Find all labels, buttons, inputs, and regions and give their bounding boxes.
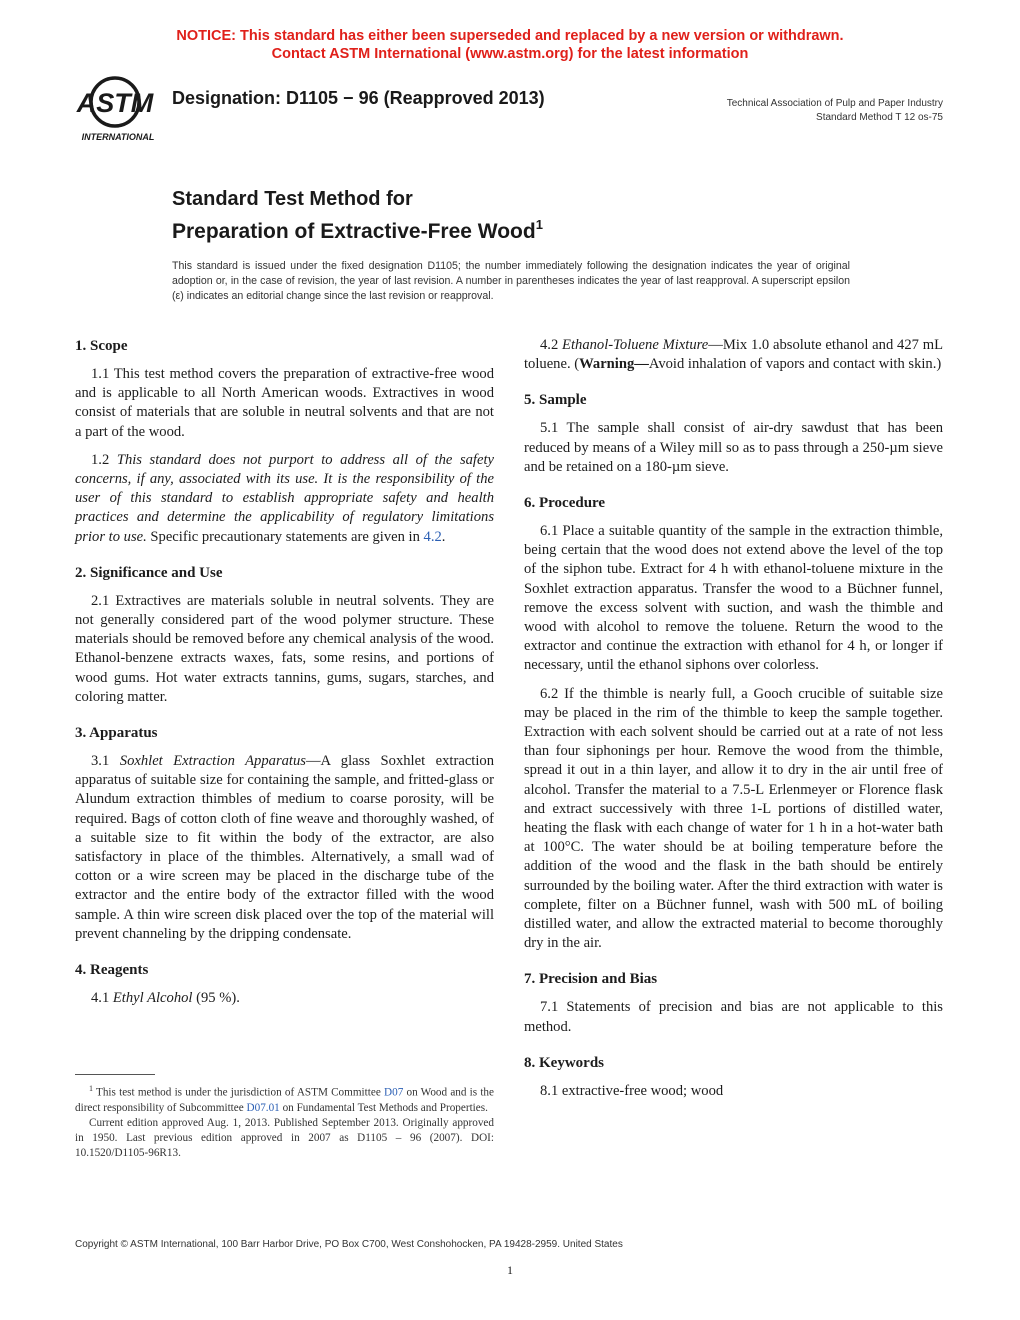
para-term: Soxhlet Extraction Apparatus: [119, 753, 306, 770]
para-term: Ethanol-Toluene Mixture: [562, 337, 709, 353]
paragraph-2-1: 2.1 Extractives are materials soluble in neutral solvents. They are not generally considered part of the wood polymer structure. These materials should be removed before any chemical analysis of the wood. Ethanol-benzene extracts waxes, fats, some resins, and portions of wood gums. Hot water extracts tannins, gums, sugars, starches, and coloring matter.: [75, 592, 494, 705]
withdrawal-notice: [0, 27, 1020, 63]
astm-logo: [70, 76, 160, 144]
section-heading: 1. Scope: [75, 338, 128, 354]
paragraph-4-1: [75, 989, 494, 1008]
link-subcommittee-d07-01[interactable]: D07.01: [246, 1101, 280, 1114]
section-apparatus: [75, 723, 494, 944]
section-procedure: [524, 493, 943, 953]
title-main: Preparation of Extractive-Free Wood: [172, 220, 536, 243]
footnote-paragraph-2: Current edition approved Aug. 1, 2013. Published September 2013. Originally approved in 1950. Last previous edition approved in 2007 as D1105 – 96 (2007). DOI: 10.1520/D1105-96R13.: [75, 1116, 494, 1159]
paragraph-6-2: 6.2 If the thimble is nearly full, a Gooch crucible of suitable size may be placed in the rim of the thimble to keep the sample together. Extraction with each solvent should be carried out at a rate of not less than four siphonings per hour. Remove the wood from the thimble, spread it out in a thin layer, and allow it to dry in the air until free of alcohol. Transfer the material to a 7.5-L Erlenmeyer or Florence flask and extract successively with three 1-L portions of distilled water, heating the flask with each change of water for 1 h in a hot-water bath at 100°C. The water should be at boiling temperature before the addition of the wood and the flask in the bath should be entirely surrounded by the boiling water. After the third extraction with water is complete, filter on a Büchner funnel, wash with 500 mL of boiling distilled water, and allow the extracted material to become thoroughly dry in the air.: [524, 685, 943, 952]
warning-label: Warning—: [579, 356, 649, 373]
para-number: 3.1: [91, 753, 120, 770]
title-line-1: Standard Test Method for: [172, 188, 413, 210]
tappi-line-2: Standard Method T 12 os-75: [816, 111, 943, 123]
link-section-4-2[interactable]: 4.2: [423, 528, 442, 545]
issuance-statement: This standard is issued under the fixed designation D1105; the number immediately following the designation indicates the year of original adoption or, in the case of revision, the year of last revision. A number in parentheses indicates the year of last reapproval. A superscript epsilon (ε) indicates an editorial change since the last revision or reapproval.: [172, 260, 850, 302]
link-committee-d07[interactable]: D07: [384, 1086, 404, 1099]
section-sample: [524, 390, 943, 477]
footnote-text: on Fundamental Test Methods and Properties.: [279, 1101, 488, 1114]
paragraph-6-1: 6.1 Place a suitable quantity of the sample in the extraction thimble, being certain that the wood does not extend above the level of the top of the siphon tube. Extract for 4 h with ethanol-toluene mixture in the Soxhlet extraction apparatus. Transfer the wood to a Büchner funnel, remove the excess solvent with suction, and wash the thimble and wood with alcohol to remove the toluene. Return the wood to the extractor and continue the extraction with ethanol for 4 h, or longer if necessary, until the ethanol siphons over colorless.: [524, 523, 943, 674]
para-text: —Mix 1.0 absolute ethanol and 427 mL toluene. (: [524, 337, 943, 373]
section-heading: 5. Sample: [524, 392, 587, 409]
paragraph-7-1: 7.1 Statements of precision and bias are not applicable to this method.: [524, 999, 943, 1035]
para-text-end: .: [441, 528, 446, 545]
title-line-2: [172, 212, 543, 245]
title-footnote-mark[interactable]: 1: [535, 217, 543, 232]
footnote-mark: 1: [89, 1084, 93, 1093]
notice-line-2: Contact ASTM International (www.astm.org) for the latest information: [271, 46, 749, 62]
document-title: [172, 186, 543, 245]
logo-subtitle: INTERNATIONAL: [81, 132, 155, 142]
paragraph-8-1: 8.1 extractive-free wood; wood: [540, 1082, 724, 1099]
section-keywords: [524, 1053, 943, 1101]
paragraph-3-1: [75, 752, 494, 944]
logo-letters: ASTM: [76, 88, 154, 118]
footnote-text: This test method is under the jurisdiction of ASTM Committee: [93, 1086, 385, 1099]
safety-caveat: This standard does not purport to address all of the safety concerns, if any, associated with its use. It is the responsibility of the user of this standard to establish appropriate safety and health practices and determine the applicability of regulatory limitations prior to use.: [75, 451, 494, 545]
tappi-reference: [727, 97, 943, 124]
section-heading: 7. Precision and Bias: [524, 971, 658, 988]
para-text: (95 %).: [192, 990, 240, 1007]
tappi-line-1: Technical Association of Pulp and Paper Industry: [726, 98, 943, 109]
section-heading: 3. Apparatus: [75, 725, 158, 742]
para-number: 4.2: [540, 337, 563, 353]
para-term: Ethyl Alcohol: [112, 990, 193, 1007]
para-number: 1.2: [91, 451, 117, 468]
section-significance: [75, 563, 494, 707]
footnote-paragraph-1: [75, 1081, 494, 1116]
left-column: [75, 336, 494, 1024]
para-text-end: Avoid inhalation of vapors and contact with skin.): [648, 356, 942, 373]
section-heading: 4. Reagents: [75, 962, 149, 979]
paragraph-5-1: 5.1 The sample shall consist of air-dry sawdust that has been reduced by means of a Wiley mill so as to pass through a 250-µm sieve and be retained on a 180-µm sieve.: [524, 420, 943, 475]
section-heading: 2. Significance and Use: [75, 564, 223, 581]
section-heading: 8. Keywords: [524, 1054, 604, 1071]
page-number: 1: [507, 1263, 513, 1277]
para-text: Specific precautionary statements are given in: [146, 528, 424, 545]
section-heading: 6. Procedure: [524, 495, 606, 512]
designation: Designation: D1105 − 96 (Reapproved 2013): [172, 88, 545, 108]
paragraph-4-2: [524, 336, 943, 374]
para-number: 4.1: [91, 990, 113, 1007]
section-reagents: [75, 960, 494, 1008]
section-precision: [524, 969, 943, 1036]
paragraph-1-2: [75, 451, 494, 547]
para-text: —A glass Soxhlet extraction apparatus of suitable size for containing the sample, and fritted-glass or Alundum extraction thimbles of medium to coarse porosity, will be required. Bags of cotton cloth of fine weave and thoroughly washed, of a suitable size to fit within the body of the extractor, are also satisfactory in place of the thimbles. Alternatively, a small wad of cotton or a wire screen may be placed in the discharge tube of the extractor and the entire body of the extractor filled with the wood sample. A thin wire screen disk placed over the top of the material will prevent channeling by the dripping condensate.: [75, 753, 495, 942]
paragraph-1-1: 1.1 This test method covers the preparation of extractive-free wood and is applicable to all North American woods. Extractives in wood consist of materials that are soluble in neutral solvents and that are not a part of the wood.: [75, 366, 494, 440]
right-column: [524, 336, 943, 1117]
notice-line-1: NOTICE: This standard has either been superseded and replaced by a new version or withdrawn.: [176, 28, 844, 44]
copyright-notice: Copyright © ASTM International, 100 Barr Harbor Drive, PO Box C700, West Conshohocken, PA 19428-2959. United States: [75, 1239, 623, 1250]
footnote: [75, 1081, 494, 1161]
section-scope: [75, 336, 494, 547]
footnote-text: on Wood and is the direct responsibility of Subcommittee: [75, 1086, 494, 1114]
section-reagents-cont: [524, 336, 943, 374]
footnote-divider: [75, 1074, 155, 1075]
